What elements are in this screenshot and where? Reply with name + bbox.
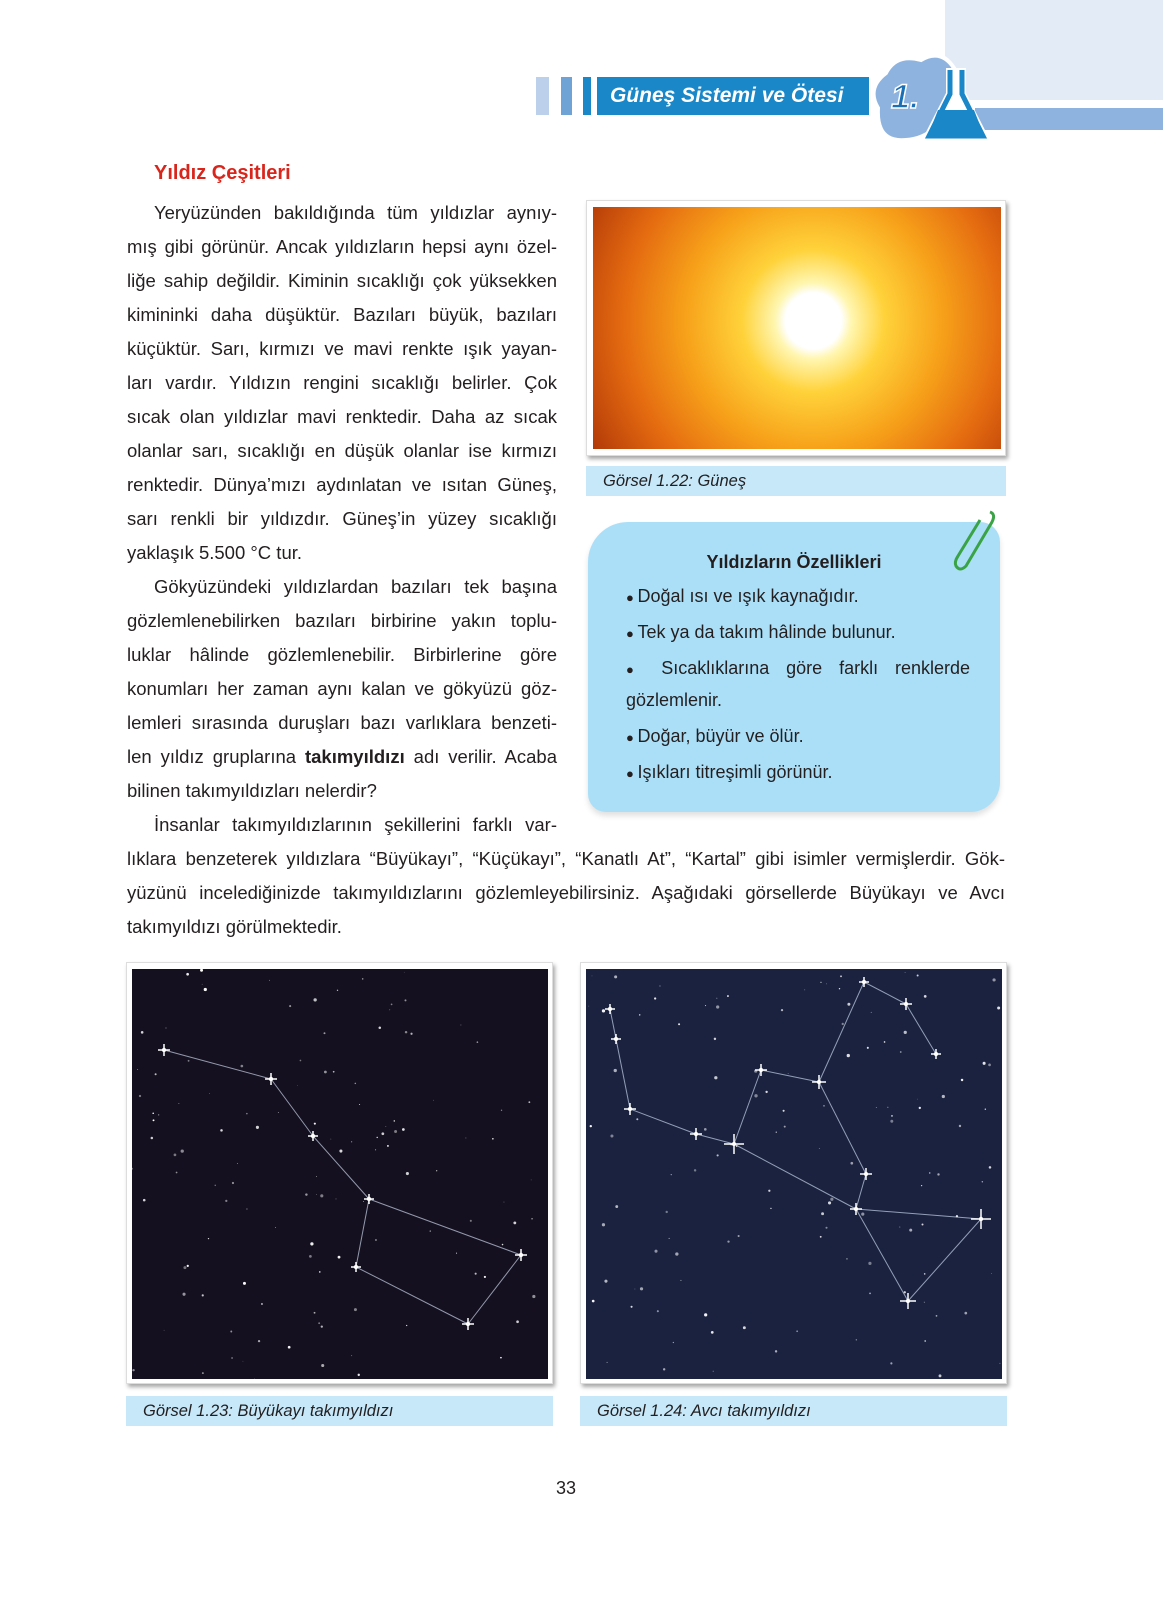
- background-star: [917, 1099, 918, 1100]
- background-star: [887, 1107, 888, 1108]
- paperclip-icon: [952, 508, 998, 574]
- background-star: [727, 1241, 729, 1243]
- background-star: [363, 1201, 364, 1202]
- background-star: [460, 1024, 461, 1025]
- background-star: [909, 1229, 912, 1232]
- background-star: [590, 1125, 592, 1127]
- background-star: [178, 1103, 179, 1104]
- background-star: [153, 1119, 155, 1121]
- background-star: [532, 1295, 535, 1298]
- background-star: [939, 1374, 942, 1377]
- background-star: [155, 1073, 157, 1075]
- text-line: konumları her zaman aynı kalan ve gökyüzü göz-: [127, 678, 557, 699]
- background-star: [631, 1306, 633, 1308]
- background-star: [775, 1350, 777, 1352]
- background-star: [500, 1357, 502, 1359]
- background-star: [351, 1141, 352, 1142]
- background-star: [394, 1120, 395, 1121]
- background-star: [402, 1128, 405, 1131]
- background-star: [861, 1213, 864, 1216]
- svg-text:1.: 1.: [891, 78, 920, 116]
- sun-photo: [593, 207, 1001, 449]
- background-star: [942, 1095, 945, 1098]
- background-star: [678, 1023, 680, 1025]
- bullet-icon: ●: [626, 590, 638, 605]
- background-star: [269, 980, 270, 981]
- background-star: [475, 1273, 477, 1275]
- text-line: Yeryüzünden bakıldığında tüm yıldızlar aynıy-: [154, 202, 557, 223]
- background-star: [765, 1091, 767, 1093]
- background-star: [165, 1027, 166, 1028]
- background-star: [964, 1312, 967, 1315]
- background-star: [288, 1346, 291, 1349]
- background-star: [220, 1129, 223, 1132]
- text-line: sıcak olan yıldızlar mavi renktedir. Daha az sıcak: [127, 406, 557, 427]
- background-star: [314, 1312, 316, 1314]
- background-star: [820, 1236, 822, 1238]
- background-star: [635, 1289, 636, 1290]
- background-star: [917, 974, 919, 976]
- background-star: [246, 1209, 247, 1210]
- background-star: [900, 1051, 902, 1053]
- background-star: [504, 1202, 505, 1203]
- background-star: [470, 1220, 472, 1222]
- text-line: liğe sahip değildir. Kiminin sıcaklığı çok yüksekken: [127, 270, 557, 291]
- background-star: [924, 1302, 925, 1303]
- background-star: [991, 1273, 992, 1274]
- background-star: [278, 1112, 279, 1113]
- text-line: ları vardır. Yıldızın rengini sıcaklığı belirler. Çok: [127, 372, 557, 393]
- background-star: [856, 1339, 857, 1340]
- background-star: [337, 990, 338, 991]
- text-line: kimininki daha düşüktür. Bazıları büyük, bazıları: [127, 304, 557, 325]
- background-star: [717, 1154, 719, 1156]
- background-star: [358, 1374, 360, 1376]
- background-star: [614, 975, 617, 978]
- bullet-icon: ●: [626, 662, 662, 677]
- background-star: [492, 1138, 494, 1140]
- background-star: [796, 1330, 798, 1332]
- background-star: [988, 1064, 991, 1067]
- background-star: [821, 1212, 824, 1215]
- background-star: [186, 973, 189, 976]
- background-star: [663, 1368, 665, 1370]
- section-title: Yıldız Çeşitleri: [154, 162, 291, 184]
- background-star: [331, 1139, 332, 1140]
- ursa-major-photo-frame: [126, 962, 553, 1384]
- background-star: [309, 1255, 312, 1258]
- background-star: [321, 1364, 324, 1367]
- background-star: [959, 1125, 961, 1127]
- background-star: [784, 1126, 786, 1128]
- background-star: [254, 1378, 255, 1379]
- background-star: [351, 1355, 352, 1356]
- background-star: [143, 1199, 146, 1202]
- background-star: [783, 1110, 785, 1112]
- background-star: [847, 1003, 850, 1006]
- text-span: len yıldız gruplarına: [127, 746, 305, 767]
- background-star: [377, 1137, 378, 1138]
- background-star: [776, 1132, 777, 1133]
- background-star: [985, 1109, 986, 1110]
- background-star: [387, 1145, 389, 1147]
- background-star: [781, 1009, 783, 1011]
- background-star: [289, 1005, 291, 1007]
- background-star: [513, 1221, 516, 1224]
- background-star: [225, 1200, 227, 1202]
- background-star: [673, 1342, 674, 1343]
- text-line: yaklaşık 5.500 °C tur.: [127, 542, 303, 563]
- background-star: [391, 1004, 393, 1006]
- background-star: [704, 1128, 707, 1131]
- background-star: [405, 1031, 407, 1033]
- background-star: [826, 983, 827, 984]
- background-star: [319, 1271, 321, 1273]
- background-star: [871, 1012, 872, 1013]
- orion-photo-frame: [580, 962, 1007, 1384]
- background-star: [261, 1303, 263, 1305]
- background-star: [531, 1218, 533, 1220]
- background-star: [316, 1194, 317, 1195]
- background-star: [961, 1079, 963, 1081]
- background-star: [321, 1326, 323, 1328]
- bold-term: takımyıldızı: [304, 746, 405, 767]
- background-star: [904, 1031, 907, 1034]
- text-line: lıklara benzeterek yıldızlara “Büyükayı”, “Küçükayı”, “Kanatlı At”, “Kartal” gibi isimler vermişlerdir. Gök-: [127, 848, 1005, 869]
- background-star: [659, 985, 660, 986]
- background-star: [884, 1041, 886, 1043]
- background-star: [275, 1227, 276, 1228]
- background-star: [982, 1181, 983, 1182]
- background-star: [359, 1104, 360, 1105]
- background-star: [531, 1180, 532, 1181]
- background-star: [300, 1060, 302, 1062]
- background-star: [430, 1230, 431, 1231]
- background-star: [615, 1205, 618, 1208]
- info-list-item: [626, 688, 722, 712]
- background-star: [381, 1132, 384, 1135]
- background-star: [657, 1310, 659, 1312]
- background-star: [433, 1100, 434, 1101]
- background-star: [921, 1223, 923, 1225]
- background-star: [610, 1135, 613, 1138]
- background-star: [768, 1190, 770, 1192]
- background-star: [324, 1071, 327, 1074]
- background-star: [246, 1113, 247, 1114]
- background-star: [318, 1322, 320, 1324]
- background-star: [208, 1238, 209, 1239]
- background-star: [313, 998, 316, 1001]
- background-star: [839, 988, 840, 989]
- ursa-major-caption: Görsel 1.23: Büyükayı takımyıldızı: [126, 1396, 553, 1426]
- background-star: [183, 1266, 186, 1269]
- text-line: yüzünü incelediğinizde takımyıldızlarını gözlemleyebilirsiniz. Aşağıdaki görsellerde Büyükayı ve Avcı: [127, 882, 1005, 903]
- background-star: [905, 972, 906, 973]
- background-star: [820, 982, 821, 983]
- background-star: [868, 1262, 871, 1265]
- background-star: [588, 1006, 589, 1007]
- flask-icon: [866, 48, 996, 148]
- background-star: [202, 1294, 204, 1296]
- background-star: [890, 1362, 892, 1364]
- background-star: [924, 1273, 926, 1275]
- background-star: [528, 1101, 530, 1103]
- background-star: [152, 1112, 154, 1114]
- bullet-icon: ●: [626, 626, 638, 641]
- background-star: [338, 1256, 341, 1259]
- background-star: [151, 1137, 154, 1140]
- ursa-major-photo: [132, 969, 548, 1379]
- text-line: Gökyüzündeki yıldızlardan bazıları tek başına: [154, 576, 557, 597]
- background-star: [714, 1038, 716, 1040]
- info-box: [588, 522, 1000, 812]
- background-star: [187, 1265, 189, 1267]
- background-star: [924, 995, 927, 998]
- background-star: [188, 1060, 190, 1062]
- background-star: [231, 1357, 232, 1358]
- background-star: [375, 1149, 376, 1150]
- background-star: [828, 1201, 831, 1204]
- background-star: [232, 1182, 234, 1184]
- background-star: [477, 1041, 479, 1043]
- unit-title-banner: Güneş Sistemi ve Ötesi: [597, 77, 869, 115]
- background-star: [297, 1085, 298, 1086]
- background-star: [406, 1172, 409, 1175]
- background-star: [636, 1118, 638, 1120]
- background-star: [465, 1138, 466, 1139]
- background-star: [825, 1227, 827, 1229]
- text-line: [127, 740, 557, 774]
- info-list-item: [626, 760, 833, 786]
- header-bar-3: [583, 77, 591, 115]
- background-star: [891, 1115, 893, 1117]
- background-star: [516, 1320, 519, 1323]
- text-line: takımyıldızı görülmektedir.: [127, 916, 342, 937]
- background-star: [354, 1308, 357, 1311]
- background-star: [924, 1340, 926, 1342]
- background-star: [694, 1169, 696, 1171]
- background-star: [404, 972, 405, 973]
- background-star: [355, 1083, 357, 1085]
- background-star: [738, 1235, 740, 1237]
- background-star: [314, 1123, 316, 1125]
- background-star: [992, 978, 995, 981]
- text-line: gözlemlenebilirken bazıları birbirine yakın toplu-: [127, 610, 557, 631]
- background-star: [139, 1095, 141, 1097]
- background-star: [339, 1150, 342, 1153]
- background-star: [181, 1149, 184, 1152]
- text-line: lemleri sırasında duruşları bazı varlıklara benzeti-: [127, 712, 557, 733]
- background-star: [743, 1326, 746, 1329]
- background-star: [705, 1005, 706, 1006]
- background-star: [182, 1293, 185, 1296]
- background-star: [389, 1009, 390, 1010]
- background-star: [823, 1105, 824, 1106]
- background-star: [243, 1361, 244, 1362]
- background-star: [258, 1340, 260, 1342]
- background-star: [890, 1120, 893, 1123]
- background-star: [876, 1107, 877, 1108]
- background-star: [215, 1185, 216, 1186]
- background-star: [404, 999, 406, 1001]
- background-star: [362, 978, 364, 980]
- background-star: [640, 1287, 643, 1290]
- background-star: [592, 1300, 595, 1303]
- background-star: [936, 1315, 938, 1317]
- background-star: [164, 1330, 165, 1331]
- background-star: [711, 1331, 714, 1334]
- sun-photo-frame: [586, 200, 1006, 456]
- background-star: [989, 1166, 991, 1168]
- background-star: [770, 1208, 771, 1209]
- background-star: [639, 1014, 640, 1015]
- background-star: [669, 1238, 670, 1239]
- background-star: [830, 1198, 833, 1201]
- background-star: [614, 1069, 617, 1072]
- bullet-icon: ●: [626, 730, 638, 745]
- header-bar-2: [561, 77, 572, 115]
- orion-photo: [586, 969, 1002, 1379]
- background-star: [727, 995, 729, 997]
- background-star: [675, 1252, 678, 1255]
- background-star: [456, 1253, 457, 1254]
- info-list-item: [626, 584, 859, 610]
- background-star: [704, 1313, 707, 1316]
- page-number: 33: [556, 1478, 577, 1498]
- background-star: [375, 1239, 377, 1241]
- background-star: [869, 1293, 871, 1295]
- text-line: luklar hâlinde gözlemlenebilir. Birbirlerine göre: [127, 644, 557, 665]
- corner-strip: [975, 108, 1163, 130]
- background-star: [714, 1076, 717, 1079]
- background-star: [237, 1163, 238, 1164]
- background-star: [840, 975, 842, 977]
- background-star: [602, 1009, 605, 1012]
- background-star: [176, 1172, 178, 1174]
- background-star: [899, 1227, 900, 1228]
- text-line: olanlar sarı, sıcaklığı en düşük olanlar ise kırmızı: [127, 440, 557, 461]
- background-star: [997, 1007, 1000, 1010]
- background-star: [333, 1071, 335, 1073]
- background-star: [602, 1223, 605, 1226]
- info-item-text: Sıcaklıklarına göre farklı renklerde: [661, 658, 970, 678]
- info-list-item: [626, 620, 896, 646]
- sun-caption: Görsel 1.22: Güneş: [586, 466, 1006, 496]
- background-star: [921, 1185, 922, 1186]
- background-star: [241, 1065, 244, 1068]
- background-star: [1000, 1363, 1001, 1364]
- background-star: [847, 1054, 850, 1057]
- background-star: [850, 1162, 853, 1165]
- info-item-text: Doğar, büyür ve ölür.: [637, 726, 804, 746]
- background-star: [604, 1280, 607, 1283]
- background-star: [385, 1126, 386, 1127]
- info-list-item: [626, 656, 970, 682]
- background-star: [788, 1073, 789, 1074]
- background-star: [310, 1242, 313, 1245]
- background-star: [256, 1126, 259, 1129]
- background-star: [305, 1193, 307, 1195]
- background-star: [680, 1280, 681, 1281]
- background-star: [406, 1325, 407, 1326]
- background-star: [230, 1331, 232, 1333]
- text-line: küçüktür. Sarı, kırmızı ve mavi renkte ışık yayan-: [127, 338, 557, 359]
- text-line: renktedir. Dünya’mızı aydınlatan ve ısıtan Güneş,: [127, 474, 557, 495]
- text-line: İnsanlar takımyıldızlarının şekillerini farklı var-: [154, 814, 557, 835]
- background-star: [484, 1276, 486, 1278]
- info-item-text: Işıkları titreşimli görünür.: [637, 762, 833, 782]
- background-star: [132, 1369, 134, 1371]
- background-star: [716, 998, 717, 999]
- background-star: [502, 1244, 504, 1246]
- background-star: [137, 1069, 138, 1070]
- background-star: [436, 1170, 437, 1171]
- text-line: bilinen takımyıldızları nelerdir?: [127, 780, 377, 801]
- background-star: [174, 1154, 177, 1157]
- background-star: [929, 1172, 930, 1173]
- background-star: [716, 1005, 719, 1008]
- background-star: [819, 1148, 820, 1149]
- info-item-text: Doğal ısı ve ışık kaynağıdır.: [637, 586, 859, 606]
- background-star: [158, 1114, 159, 1115]
- background-star: [607, 1362, 608, 1363]
- background-star: [592, 976, 593, 977]
- orion-caption: Görsel 1.24: Avcı takımyıldızı: [580, 1396, 1007, 1426]
- background-star: [846, 1258, 848, 1260]
- background-star: [410, 1033, 412, 1035]
- background-star: [983, 1062, 986, 1065]
- background-star: [379, 1027, 382, 1030]
- info-list-item: [626, 724, 804, 750]
- background-star: [316, 1176, 317, 1177]
- background-star: [842, 1023, 844, 1025]
- header-bar-1: [536, 77, 549, 115]
- info-box-title: Yıldızların Özellikleri: [706, 552, 882, 572]
- background-star: [671, 1174, 672, 1175]
- background-star: [937, 1173, 939, 1175]
- background-star: [202, 984, 203, 985]
- background-star: [320, 1194, 323, 1197]
- background-star: [654, 997, 656, 999]
- background-star: [919, 1107, 921, 1109]
- background-star: [209, 1093, 210, 1094]
- background-star: [394, 1130, 397, 1133]
- background-star: [243, 1282, 246, 1285]
- background-star: [804, 989, 805, 990]
- background-star: [202, 1372, 204, 1374]
- background-star: [655, 1250, 658, 1253]
- bullet-icon: ●: [626, 766, 638, 781]
- text-line: sarı renkli bir yıldızdır. Güneş’in yüzey sıcaklığı: [127, 508, 557, 529]
- background-star: [666, 1211, 668, 1213]
- background-star: [336, 1198, 337, 1199]
- background-star: [501, 1110, 502, 1111]
- text-span: adı verilir. Acaba: [404, 746, 557, 767]
- background-star: [713, 1371, 714, 1372]
- info-item-text: gözlemlenir.: [626, 690, 723, 710]
- background-star: [754, 1094, 757, 1097]
- text-line: mış gibi görünür. Ancak yıldızların hepsi aynı özel-: [127, 236, 557, 257]
- background-star: [141, 1031, 144, 1034]
- background-star: [324, 1032, 326, 1034]
- background-star: [867, 1047, 869, 1049]
- info-item-text: Tek ya da takım hâlinde bulunur.: [637, 622, 896, 642]
- background-star: [204, 988, 207, 991]
